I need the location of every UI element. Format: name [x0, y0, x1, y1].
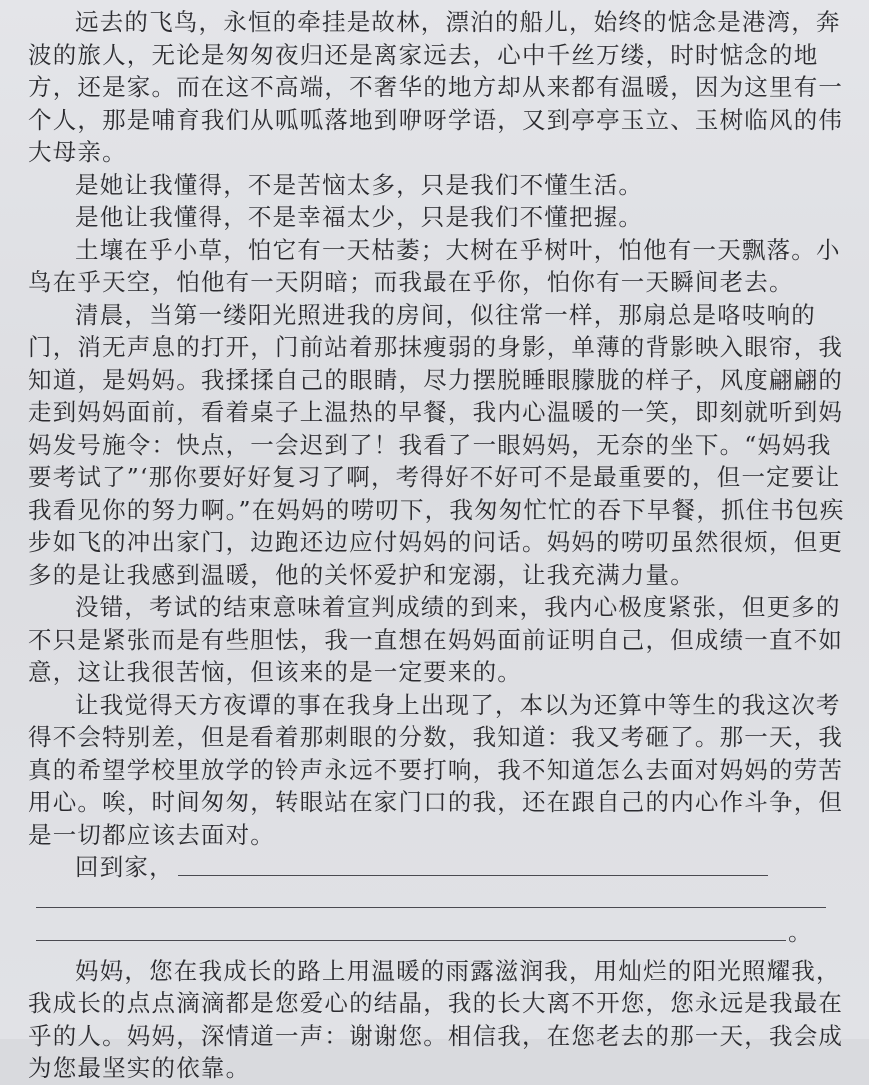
paragraph-closing: 妈妈，您在我成长的路上用温暖的雨露滋润我，用灿烂的阳光照耀我，我成长的点点滴滴都是您爱心的结晶，我的长大离不开您，您永远是我最在乎的人。妈妈，深情道一声：谢谢您。相信我，在您老去的那一天，我会成为您最坚实的依靠。	[28, 956, 844, 1082]
blank-underline	[36, 940, 786, 941]
blank-prompt: 回到家，	[75, 853, 174, 881]
fill-in-blank	[28, 851, 855, 949]
paragraph-she-taught: 是她让我懂得，不是苦恼太多，只是我们不懂生活。	[75, 170, 644, 199]
paragraph-morning: 清晨，当第一缕阳光照进我的房间，似往常一样，那扇总是咯吱响的门，消无声息的打开，门前站着那抹瘦弱的身影，单薄的背影映入眼帘，我知道，是妈妈。我揉揉自己的眼睛，尽力摆脱睡眼朦胧的样子，风度翩翩的走到妈妈面前，看着桌子上温热的早餐，我内心温暖的一笑，即刻就听到妈妈发号施令：快点，一会迟到了！我看了一眼妈妈，无奈的坐下。“妈妈我要考试了”‘那你要好好复习了啊，考得好不好可不是最重要的，但一定要让我看见你的努力啊。”在妈妈的唠叨下，我匆匆忙忙的吞下早餐，抓住书包疾步如飞的冲出家门，边跑还边应付妈妈的问话。妈妈的唠叨虽然很烦，但更多的是让我感到温暖，他的关怀爱护和宠溺，让我充满力量。	[28, 300, 845, 589]
paragraph-exam: 没错，考试的结束意味着宣判成绩的到来，我内心极度紧张，但更多的不只是紧张而是有些胆怯，我一直想在妈妈面前证明自己，但成绩一直不如意，这让我很苦恼，但该来的是一定要来的。	[28, 593, 844, 686]
blank-line-3	[28, 916, 855, 949]
blank-underline	[36, 907, 826, 908]
blank-line-2	[28, 884, 855, 917]
paragraph-intro: 远去的飞鸟，永恒的牵挂是故林，漂泊的船儿，始终的惦念是港湾，奔波的旅人，无论是匆匆夜归还是离家远去，心中千丝万缕，时时惦念的地方，还是家。而在这不高端，不奢华的地方却从来都有温暖，因为这里有一个人，那是哺育我们从呱呱落地到咿呀学语，又到亭亭玉立、玉树临风的伟大母亲。	[28, 8, 844, 166]
paragraph-care: 土壤在乎小草，怕它有一天枯萎；大树在乎树叶，怕他有一天飘落。小鸟在乎天空，怕他有一天阴暗；而我最在乎你，怕你有一天瞬间老去。	[28, 235, 841, 296]
blank-line-1	[28, 851, 855, 884]
paragraph-he-taught: 是他让我懂得，不是幸福太少，只是我们不懂把握。	[75, 203, 644, 231]
paragraph-result: 让我觉得天方夜谭的事在我身上出现了，本以为还算中等生的我这次考得不会特别差，但是看着那刺眼的分数，我知道：我又考砸了。那一天，我真的希望学校里放学的铃声永远不要打响，我不知道怎么去面对妈妈的劳苦用心。唉，时间匆匆，转眼站在家门口的我，还在跟自己的内心作斗争，但是一切都应该去面对。	[28, 690, 844, 849]
blank-underline	[178, 875, 768, 876]
blank-end-mark: 。	[788, 918, 813, 946]
